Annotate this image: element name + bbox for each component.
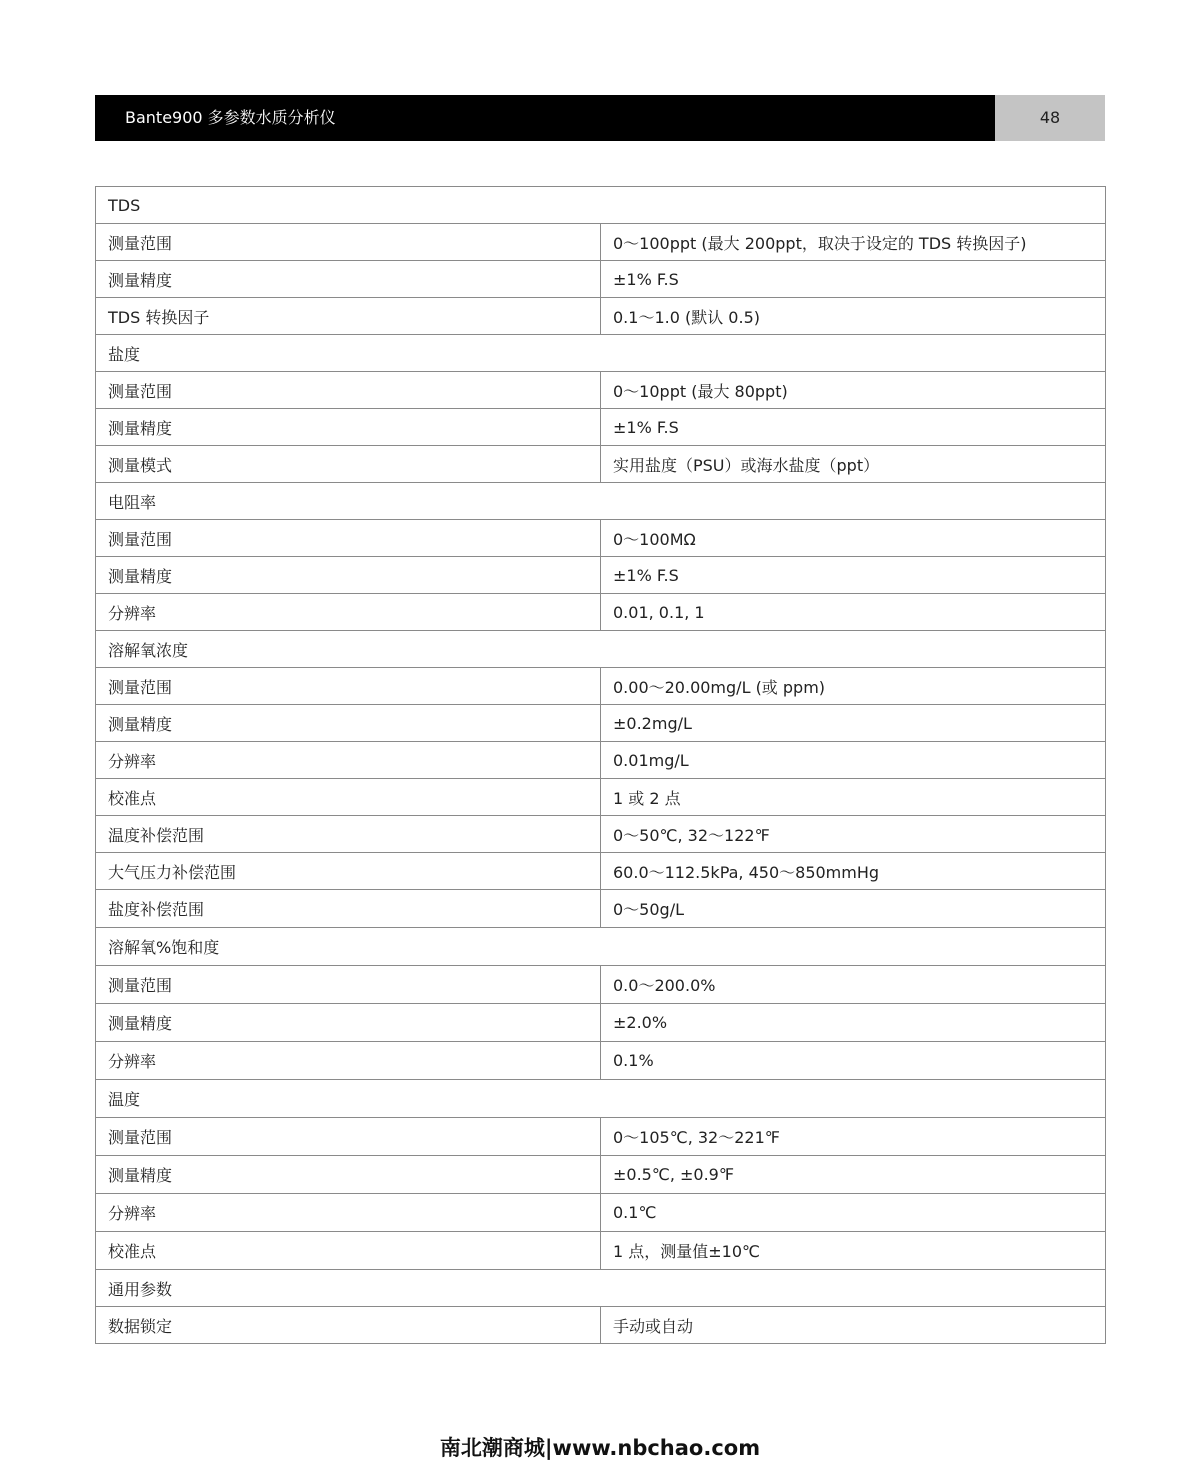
spec-label: 测量范围: [96, 1118, 601, 1156]
spec-label: 数据锁定: [96, 1307, 601, 1344]
spec-value: 0～105℃, 32～221℉: [601, 1118, 1106, 1156]
page-header: [95, 95, 1105, 141]
spec-row: [96, 853, 1106, 890]
spec-value: 0～50℃, 32～122℉: [601, 816, 1106, 853]
spec-row: [96, 1307, 1106, 1344]
spec-value: ±0.2mg/L: [601, 705, 1106, 742]
spec-label: 校准点: [96, 1232, 601, 1270]
section-row: [96, 187, 1106, 224]
spec-value: ±1% F.S: [601, 261, 1106, 298]
spec-label: 测量范围: [96, 372, 601, 409]
spec-label: 测量精度: [96, 557, 601, 594]
spec-row: [96, 890, 1106, 928]
spec-label: 分辨率: [96, 1194, 601, 1232]
spec-row: [96, 261, 1106, 298]
spec-value: ±2.0%: [601, 1004, 1106, 1042]
spec-value: 1 或 2 点: [601, 779, 1106, 816]
spec-value: 0～10ppt (最大 80ppt): [601, 372, 1106, 409]
spec-row: [96, 705, 1106, 742]
spec-label: 分辨率: [96, 742, 601, 779]
section-row: [96, 928, 1106, 966]
section-heading: 溶解氧浓度: [96, 631, 1106, 668]
section-heading: 通用参数: [96, 1270, 1106, 1307]
section-row: [96, 1080, 1106, 1118]
spec-row: [96, 1156, 1106, 1194]
spec-value: 手动或自动: [601, 1307, 1106, 1344]
section-row: [96, 335, 1106, 372]
spec-value: 1 点，测量值±10℃: [601, 1232, 1106, 1270]
document-title: Bante900 多参数水质分析仪: [95, 95, 995, 141]
spec-row: [96, 1004, 1106, 1042]
spec-value: 0.01, 0.1, 1: [601, 594, 1106, 631]
spec-row: [96, 409, 1106, 446]
spec-value: 0.0～200.0%: [601, 966, 1106, 1004]
spec-label: 测量精度: [96, 1156, 601, 1194]
spec-row: [96, 966, 1106, 1004]
spec-label: 盐度补偿范围: [96, 890, 601, 928]
section-row: [96, 631, 1106, 668]
spec-label: 测量精度: [96, 409, 601, 446]
spec-label: 温度补偿范围: [96, 816, 601, 853]
section-heading: 温度: [96, 1080, 1106, 1118]
spec-value: ±0.5℃, ±0.9℉: [601, 1156, 1106, 1194]
spec-value: 0.1～1.0 (默认 0.5): [601, 298, 1106, 335]
spec-label: 测量范围: [96, 966, 601, 1004]
section-heading: 溶解氧%饱和度: [96, 928, 1106, 966]
spec-label: 测量范围: [96, 224, 601, 261]
spec-value: 0.00～20.00mg/L (或 ppm): [601, 668, 1106, 705]
section-row: [96, 483, 1106, 520]
spec-label: 分辨率: [96, 1042, 601, 1080]
spec-row: [96, 557, 1106, 594]
spec-row: [96, 298, 1106, 335]
footer-watermark: 南北潮商城|www.nbchao.com: [439, 1436, 761, 1460]
spec-row: [96, 446, 1106, 483]
spec-value: 实用盐度（PSU）或海水盐度（ppt）: [601, 446, 1106, 483]
spec-row: [96, 520, 1106, 557]
spec-value: 0～50g/L: [601, 890, 1106, 928]
spec-label: TDS 转换因子: [96, 298, 601, 335]
section-heading: 电阻率: [96, 483, 1106, 520]
spec-row: [96, 1194, 1106, 1232]
page-number: 48: [995, 95, 1105, 141]
spec-label: 测量模式: [96, 446, 601, 483]
spec-row: [96, 594, 1106, 631]
spec-row: [96, 816, 1106, 853]
spec-row: [96, 668, 1106, 705]
spec-label: 大气压力补偿范围: [96, 853, 601, 890]
spec-label: 测量精度: [96, 261, 601, 298]
spec-label: 分辨率: [96, 594, 601, 631]
spec-value: 0.01mg/L: [601, 742, 1106, 779]
spec-value: 0～100ppt (最大 200ppt，取决于设定的 TDS 转换因子): [601, 224, 1106, 261]
spec-value: 0.1%: [601, 1042, 1106, 1080]
spec-row: [96, 372, 1106, 409]
spec-value: 0.1℃: [601, 1194, 1106, 1232]
spec-value: ±1% F.S: [601, 557, 1106, 594]
spec-label: 测量精度: [96, 705, 601, 742]
spec-value: 60.0～112.5kPa, 450～850mmHg: [601, 853, 1106, 890]
specification-table: [95, 186, 1106, 1344]
spec-value: ±1% F.S: [601, 409, 1106, 446]
spec-value: 0～100MΩ: [601, 520, 1106, 557]
spec-label: 测量范围: [96, 520, 601, 557]
spec-row: [96, 224, 1106, 261]
spec-row: [96, 1042, 1106, 1080]
spec-row: [96, 1118, 1106, 1156]
spec-row: [96, 779, 1106, 816]
spec-row: [96, 1232, 1106, 1270]
spec-row: [96, 742, 1106, 779]
spec-label: 测量范围: [96, 668, 601, 705]
section-heading: 盐度: [96, 335, 1106, 372]
section-row: [96, 1270, 1106, 1307]
spec-label: 测量精度: [96, 1004, 601, 1042]
section-heading: TDS: [96, 187, 1106, 224]
spec-label: 校准点: [96, 779, 601, 816]
